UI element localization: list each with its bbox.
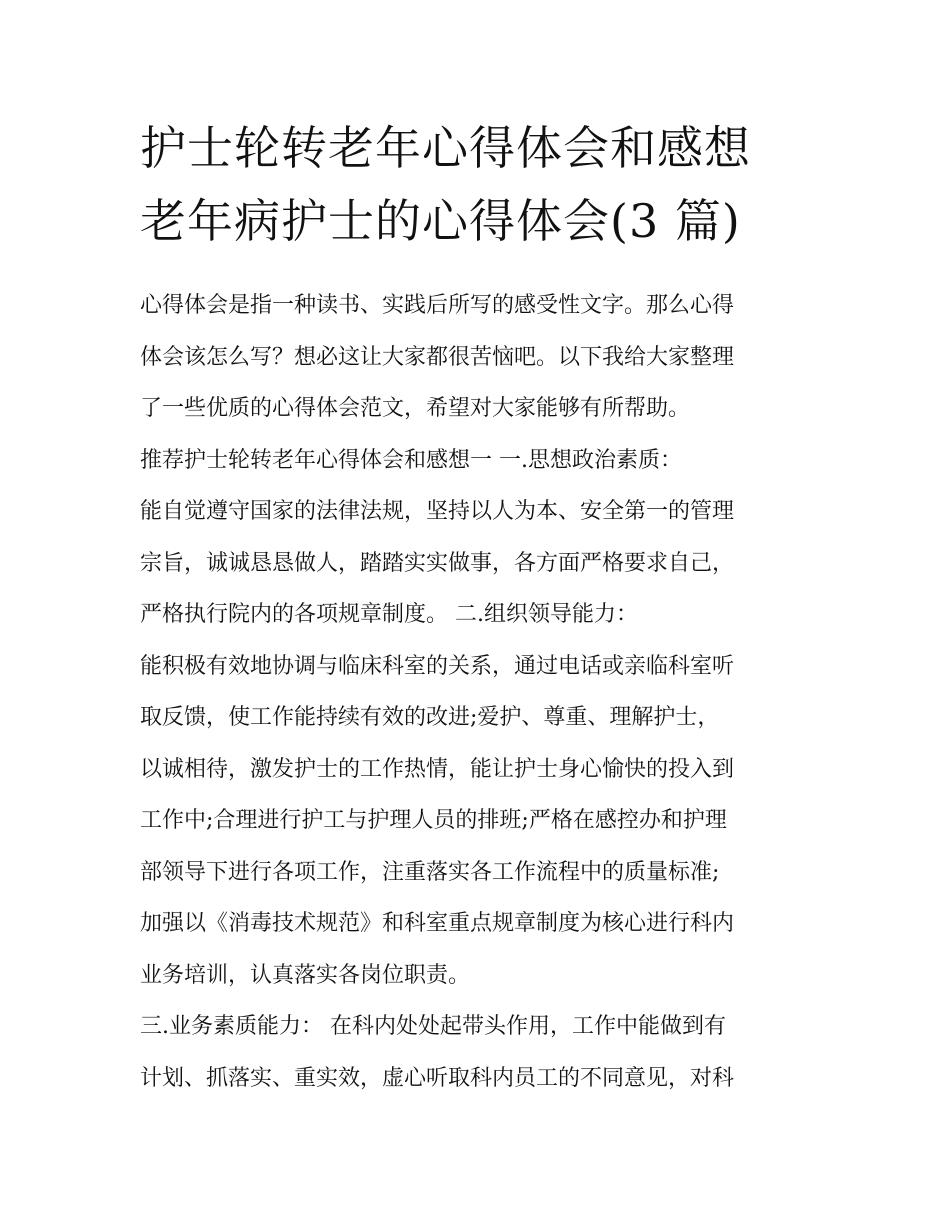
body-line: 取反馈，使工作能持续有效的改进;爱护、尊重、理解护士， [140, 705, 720, 730]
body-line: 加强以《消毒技术规范》和科室重点规章制度为核心进行科内 [140, 911, 735, 936]
body-line: 部领导下进行各项工作，注重落实各工作流程中的质量标准; [140, 859, 720, 885]
body-line: 心得体会是指一种读书、实践后所写的感受性文字。那么心得 [140, 293, 735, 318]
body-line: 体会该怎么写？想必这让大家都很苦恼吧。以下我给大家整理 [140, 344, 735, 370]
document-title [140, 112, 840, 258]
body-line: 宗旨，诚诚恳恳做人，踏踏实实做事，各方面严格要求自己， [140, 550, 735, 576]
body-line: 严格执行院内的各项规章制度。 二.组织领导能力： [140, 602, 638, 627]
title-line: 护士轮转老年心得体会和感想 [140, 121, 751, 175]
body-line: 三.业务素质能力： 在科内处处起带头作用，工作中能做到有 [140, 1014, 726, 1039]
body-line: 计划、抓落实、重实效，虚心听取科内员工的不同意见，对科 [140, 1065, 735, 1091]
body-line: 推荐护士轮转老年心得体会和感想一 一.思想政治素质： [140, 447, 682, 473]
body-line: 能积极有效地协调与临床科室的关系，通过电话或亲临科室听 [140, 653, 735, 679]
body-line: 业务培训，认真落实各岗位职责。 [140, 962, 471, 988]
body-line: 了一些优质的心得体会范文，希望对大家能够有所帮助。 [140, 396, 691, 421]
body-line: 工作中;合理进行护工与护理人员的排班;严格在感控办和护理 [140, 808, 727, 833]
body-line: 以诚相待，激发护士的工作热情，能让护士身心愉快的投入到 [140, 756, 735, 782]
document-body [140, 280, 820, 1104]
title-line: 老年病护士的心得体会(3 篇) [140, 194, 741, 248]
body-line: 能自觉遵守国家的法律法规，坚持以人为本、安全第一的管理 [140, 499, 735, 524]
